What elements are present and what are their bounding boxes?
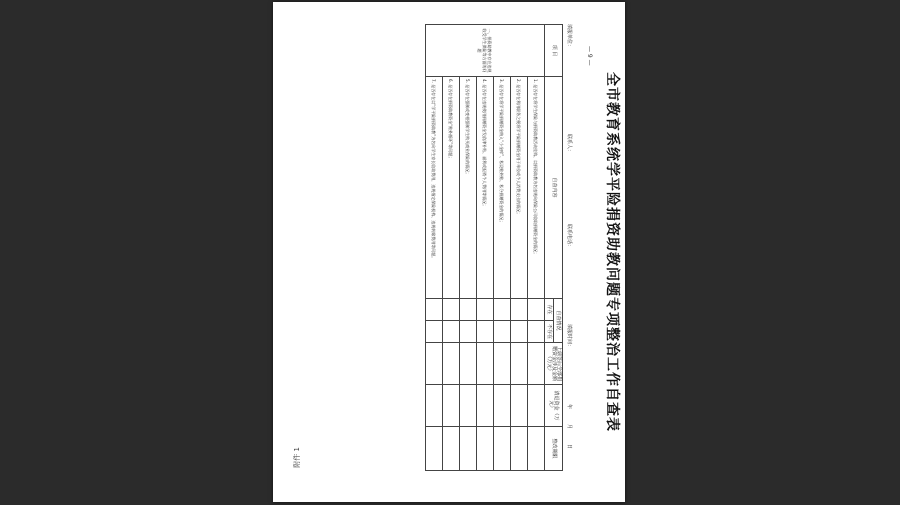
document-page (273, 2, 625, 502)
cell-exists[interactable] (443, 299, 460, 321)
check-item: 7. 是否存在以“学平险捐资助教”为名向学生家长收取费用，违规指定保险机构、违规转嫁费用等问题。 (426, 77, 443, 299)
check-item: 2. 是否存在利用职务之便将学平险捐赠资金用于单位或个人消费支出的情况； (511, 77, 528, 299)
cell-deadline[interactable] (460, 427, 477, 471)
page-number: — 9 — (586, 46, 593, 66)
cell-amount[interactable] (477, 343, 494, 385)
cell-exists[interactable] (477, 299, 494, 321)
category-cell: 一、捐资助教中存在违规收受学生保险等方面的问题 (426, 25, 545, 77)
header-amount: 上调签后全部捐赠资金涉及金额（万元） (545, 343, 563, 385)
phone-label: 联系电话： (566, 224, 572, 250)
date-month: 月 (566, 424, 572, 430)
table-row (443, 25, 460, 471)
cell-amount[interactable] (511, 343, 528, 385)
cell-exists[interactable] (426, 299, 443, 321)
date-day: 日 (566, 444, 572, 450)
cell-exists[interactable] (494, 299, 511, 321)
date-label: 填报时间： (566, 324, 572, 350)
table-row (528, 25, 545, 471)
cell-amount[interactable] (494, 343, 511, 385)
contact-label: 联系人： (566, 134, 572, 155)
cell-deadline[interactable] (494, 427, 511, 471)
cell-exists[interactable] (528, 299, 545, 321)
cell-deadline[interactable] (477, 427, 494, 471)
attachment-label: 附件 1 (293, 447, 301, 468)
table-body (426, 25, 545, 471)
cell-amount[interactable] (443, 343, 460, 385)
header-deadline: 整改期限 (545, 427, 563, 471)
header-item: 项 目 (545, 25, 563, 77)
page-title: 全市教育系统学平险捐资助教问题专项整治工作自查表 (604, 72, 620, 432)
cell-deadline[interactable] (443, 427, 460, 471)
cell-deadline[interactable] (528, 427, 545, 471)
header-content: 自查内容 (545, 77, 563, 299)
check-item: 1. 是否存在将学生保险与捐资助教活动挂钩、以捐资助教为名违规向保险公司收取捐赠资金的情况； (528, 77, 545, 299)
cell-not-exists[interactable] (528, 321, 545, 343)
cell-refund[interactable] (528, 385, 545, 427)
cell-exists[interactable] (460, 299, 477, 321)
check-item: 5. 是否存在强制或变相强制学生购买商业保险的情况； (460, 77, 477, 299)
cell-not-exists[interactable] (460, 321, 477, 343)
cell-deadline[interactable] (426, 427, 443, 471)
cell-exists[interactable] (511, 299, 528, 321)
unit-label: 填报单位： (566, 24, 572, 50)
header-self-check: 自查情况 (554, 299, 563, 343)
cell-not-exists[interactable] (511, 321, 528, 343)
check-item: 3. 是否存在将学平险捐赠资金纳入“小金库”、私设账外账、私分捐赠资金的情况； (494, 77, 511, 299)
cell-refund[interactable] (511, 385, 528, 427)
table-row (477, 25, 494, 471)
rotated-page-content (273, 2, 625, 502)
cell-not-exists[interactable] (477, 321, 494, 343)
table-row (511, 25, 528, 471)
cell-amount[interactable] (460, 343, 477, 385)
cell-refund[interactable] (426, 385, 443, 427)
cell-refund[interactable] (443, 385, 460, 427)
date-year: 年 (566, 404, 572, 410)
cell-not-exists[interactable] (426, 321, 443, 343)
cell-amount[interactable] (528, 343, 545, 385)
cell-amount[interactable] (426, 343, 443, 385)
header-refund: 清退资金（万元） (545, 385, 563, 427)
cell-refund[interactable] (460, 385, 477, 427)
header-exists: 存在 (545, 299, 554, 321)
check-item: 4. 是否存在违规使用捐赠资金发放津补贴、福利或报销个人费用等情况； (477, 77, 494, 299)
self-check-table (425, 24, 563, 471)
check-item: 6. 是否存在捐资助教资金“账外循环”等问题； (443, 77, 460, 299)
cell-not-exists[interactable] (494, 321, 511, 343)
table-row (494, 25, 511, 471)
cell-not-exists[interactable] (443, 321, 460, 343)
cell-refund[interactable] (494, 385, 511, 427)
table-row (426, 25, 443, 471)
cell-refund[interactable] (477, 385, 494, 427)
cell-deadline[interactable] (511, 427, 528, 471)
table-row (460, 25, 477, 471)
header-not-exists: 不存在 (545, 321, 554, 343)
